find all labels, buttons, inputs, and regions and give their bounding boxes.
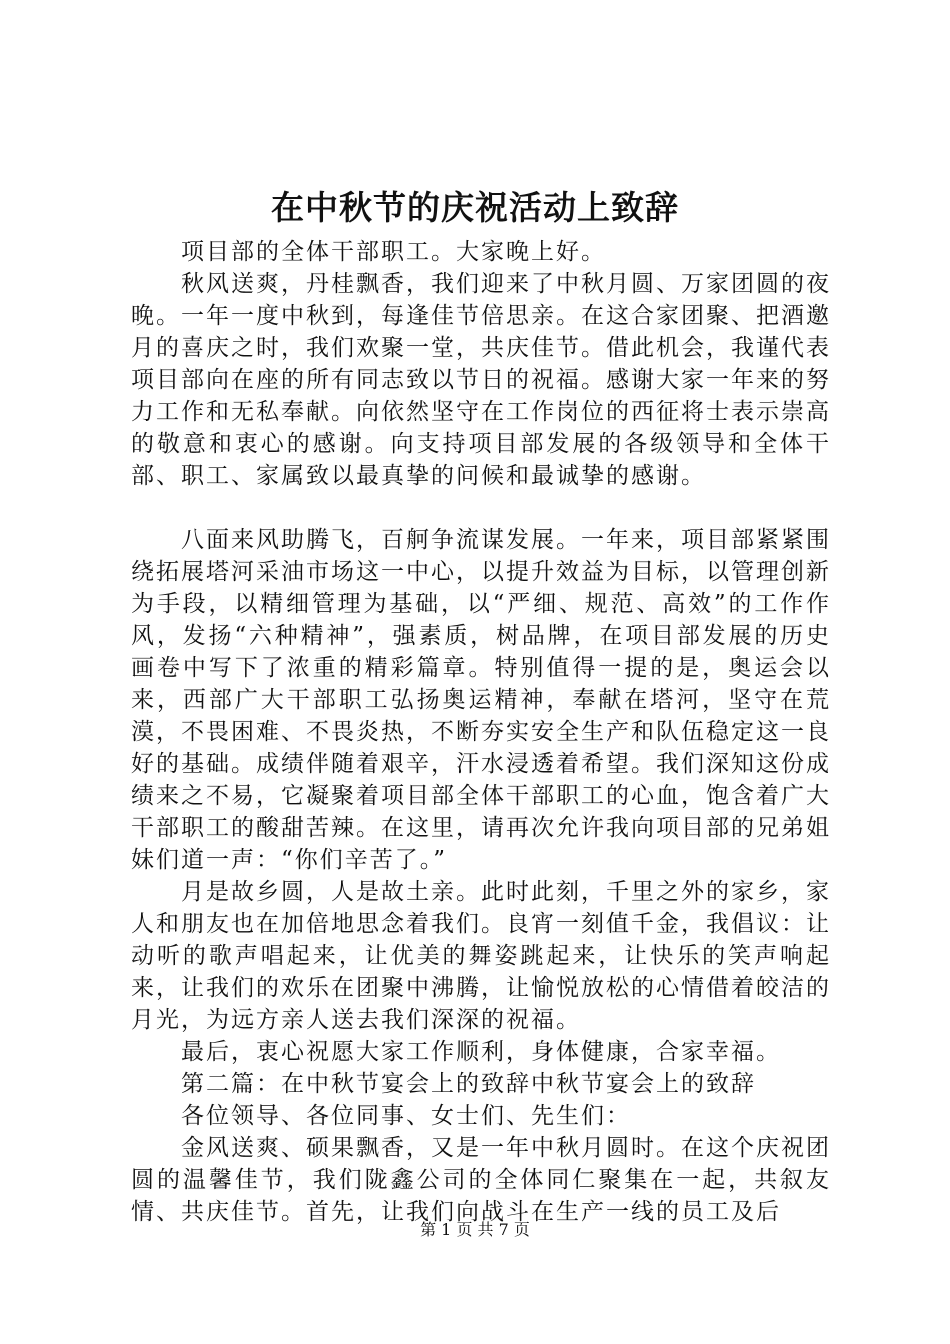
section-heading: 第二篇：在中秋节宴会上的致辞中秋节宴会上的致辞 bbox=[181, 1071, 756, 1097]
salutation-paragraph: 各位领导、各位同事、女士们、先生们： bbox=[181, 1103, 631, 1129]
document-body bbox=[131, 236, 831, 1228]
document-title: 在中秋节的庆祝活动上致辞 bbox=[271, 188, 679, 227]
page-footer: 第 1 页 共 7 页 bbox=[420, 1220, 530, 1239]
body-paragraph: 最后，衷心祝愿大家工作顺利，身体健康，合家幸福。 bbox=[181, 1039, 781, 1065]
body-paragraph: 金风送爽、硕果飘香，又是一年中秋月圆时。在这个庆祝团圆的温馨佳节，我们陇鑫公司的全体同仁聚集在一起，共叙友情、共庆佳节。首先，让我们向战斗在生产一线的员工及后 bbox=[131, 1135, 831, 1225]
body-paragraph: 八面来风助腾飞，百舸争流谋发展。一年来，项目部紧紧围绕拓展塔河采油市场这一中心，以提升效益为目标，以管理创新为手段，以精细管理为基础，以“严细、规范、高效”的工作作风，发扬“六种精神”，强素质，树品牌，在项目部发展的历史画卷中写下了浓重的精彩篇章。特别值得一提的是，奥运会以来，西部广大干部职工弘扬奥运精神，奉献在塔河，坚守在荒漠，不畏困难、不畏炎热，不断夯实安全生产和队伍稳定这一良好的基础。成绩伴随着艰辛，汗水浸透着希望。我们深知这份成绩来之不易，它凝聚着项目部全体干部职工的心血，饱含着广大干部职工的酸甜苦辣。在这里，请再次允许我向项目部的兄弟姐妹们道一声：“你们辛苦了。” bbox=[131, 527, 831, 873]
body-paragraph: 秋风送爽，丹桂飘香，我们迎来了中秋月圆、万家团圆的夜晚。一年一度中秋到，每逢佳节倍思亲。在这合家团聚、把酒邀月的喜庆之时，我们欢聚一堂，共庆佳节。借此机会，我谨代表项目部向在座的所有同志致以节日的祝福。感谢大家一年来的努力工作和无私奉献。向依然坚守在工作岗位的西征将士表示崇高的敬意和衷心的感谢。向支持项目部发展的各级领导和全体干部、职工、家属致以最真挚的问候和最诚挚的感谢。 bbox=[131, 271, 831, 489]
body-paragraph: 月是故乡圆，人是故土亲。此时此刻，千里之外的家乡，家人和朋友也在加倍地思念着我们。良宵一刻值千金，我倡议：让动听的歌声唱起来，让优美的舞姿跳起来，让快乐的笑声响起来，让我们的欢乐在团聚中沸腾，让愉悦放松的心情借着皎洁的月光，为远方亲人送去我们深深的祝福。 bbox=[131, 879, 831, 1033]
greeting-paragraph: 项目部的全体干部职工。大家晚上好。 bbox=[181, 239, 606, 265]
